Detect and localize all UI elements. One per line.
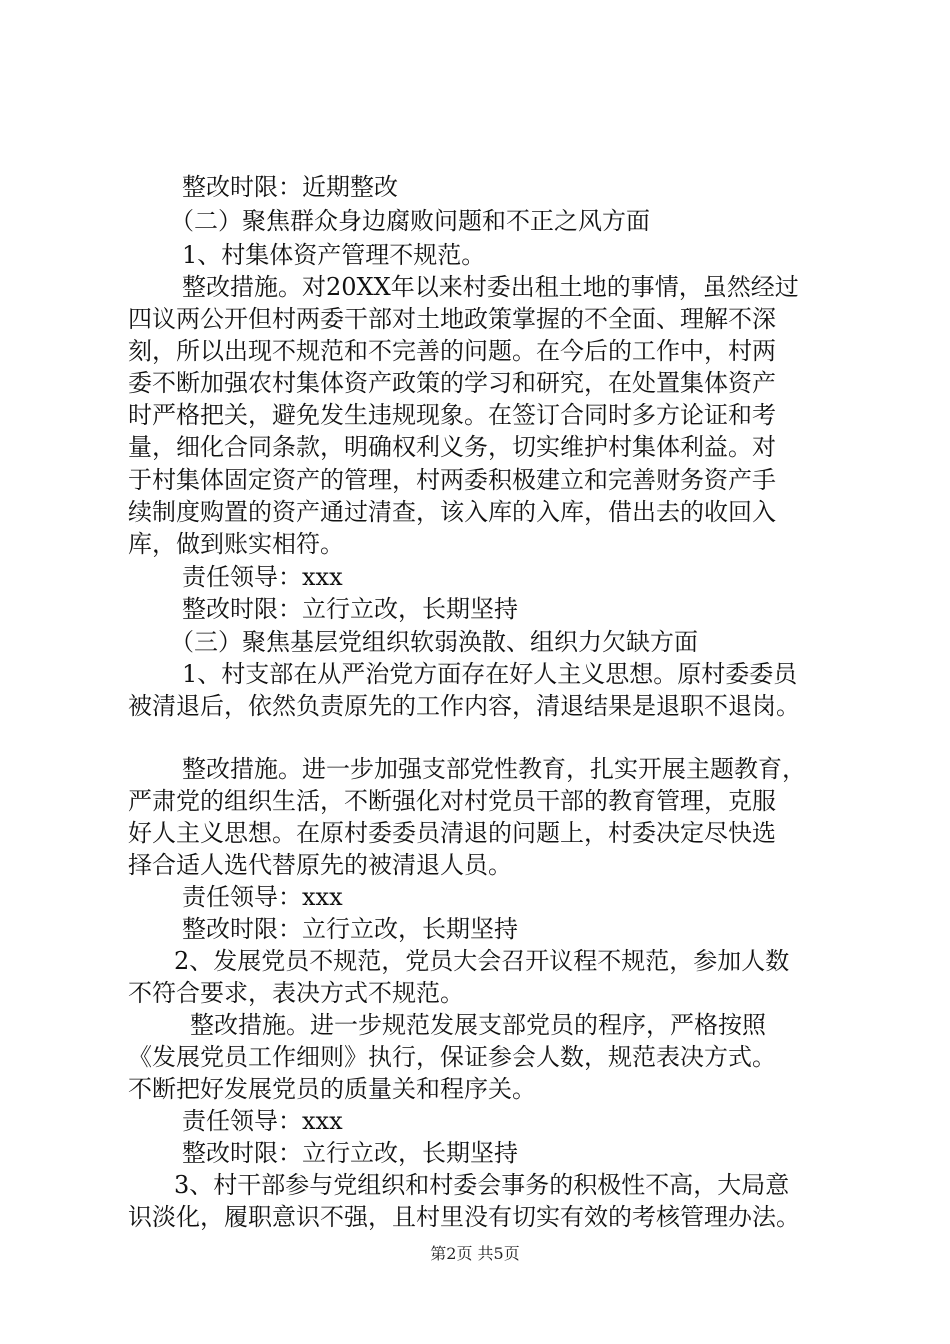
text-line: 整改时限：立行立改，长期坚持 bbox=[182, 1139, 518, 1167]
page-number: 第2页 共5页 bbox=[430, 1244, 520, 1263]
text-line: 库，做到账实相符。 bbox=[128, 530, 344, 558]
text-line: 责任领导：xxx bbox=[182, 1107, 343, 1135]
section-heading: （三）聚焦基层党组织软弱涣散、组织力欠缺方面 bbox=[170, 628, 698, 656]
text-line: 不断把好发展党员的质量关和程序关。 bbox=[128, 1075, 536, 1103]
text-line: 委不断加强农村集体资产政策的学习和研究，在处置集体资产 bbox=[128, 369, 776, 397]
text-line: 续制度购置的资产通过清查，该入库的入库，借出去的收回入 bbox=[128, 498, 776, 526]
text-line: 整改时限：近期整改 bbox=[182, 173, 398, 201]
text-line: 被清退后，依然负责原先的工作内容，清退结果是退职不退岗。 bbox=[128, 692, 800, 720]
text-line: 责任领导：xxx bbox=[182, 563, 343, 591]
text-line: 责任领导：xxx bbox=[182, 883, 343, 911]
text-line: 刻，所以出现不规范和不完善的问题。在今后的工作中，村两 bbox=[128, 337, 776, 365]
text-line: 好人主义思想。在原村委委员清退的问题上，村委决定尽快选 bbox=[128, 819, 776, 847]
text-line: 2、发展党员不规范，党员大会召开议程不规范，参加人数 bbox=[174, 947, 790, 975]
text-line: 3、村干部参与党组织和村委会事务的积极性不高，大局意 bbox=[174, 1171, 790, 1199]
text-line: 整改措施。进一步规范发展支部党员的程序，严格按照 bbox=[190, 1011, 766, 1039]
text-line: 整改时限：立行立改，长期坚持 bbox=[182, 595, 518, 623]
text-line: 严肃党的组织生活，不断强化对村党员干部的教育管理，克服 bbox=[128, 787, 776, 815]
text-line: 整改措施。进一步加强支部党性教育，扎实开展主题教育， bbox=[182, 755, 806, 783]
text-line: 时严格把关，避免发生违规现象。在签订合同时多方论证和考 bbox=[128, 401, 776, 429]
text-line: 整改时限：立行立改，长期坚持 bbox=[182, 915, 518, 943]
text-line: 1、村支部在从严治党方面存在好人主义思想。原村委委员 bbox=[182, 660, 798, 688]
text-line: 四议两公开但村两委干部对土地政策掌握的不全面、理解不深 bbox=[128, 305, 776, 333]
text-line: 1、村集体资产管理不规范。 bbox=[182, 241, 486, 269]
text-line: 择合适人选代替原先的被清退人员。 bbox=[128, 851, 512, 879]
text-line: 识淡化，履职意识不强，且村里没有切实有效的考核管理办法。 bbox=[128, 1203, 800, 1231]
text-line: 整改措施。对20XX年以来村委出租土地的事情，虽然经过 bbox=[182, 273, 799, 301]
section-heading: （二）聚焦群众身边腐败问题和不正之风方面 bbox=[170, 207, 650, 235]
text-line: 《发展党员工作细则》执行，保证参会人数，规范表决方式。 bbox=[128, 1043, 776, 1071]
text-line: 不符合要求，表决方式不规范。 bbox=[128, 979, 464, 1007]
text-line: 于村集体固定资产的管理，村两委积极建立和完善财务资产手 bbox=[128, 466, 776, 494]
text-line: 量，细化合同条款，明确权利义务，切实维护村集体利益。对 bbox=[128, 433, 776, 461]
